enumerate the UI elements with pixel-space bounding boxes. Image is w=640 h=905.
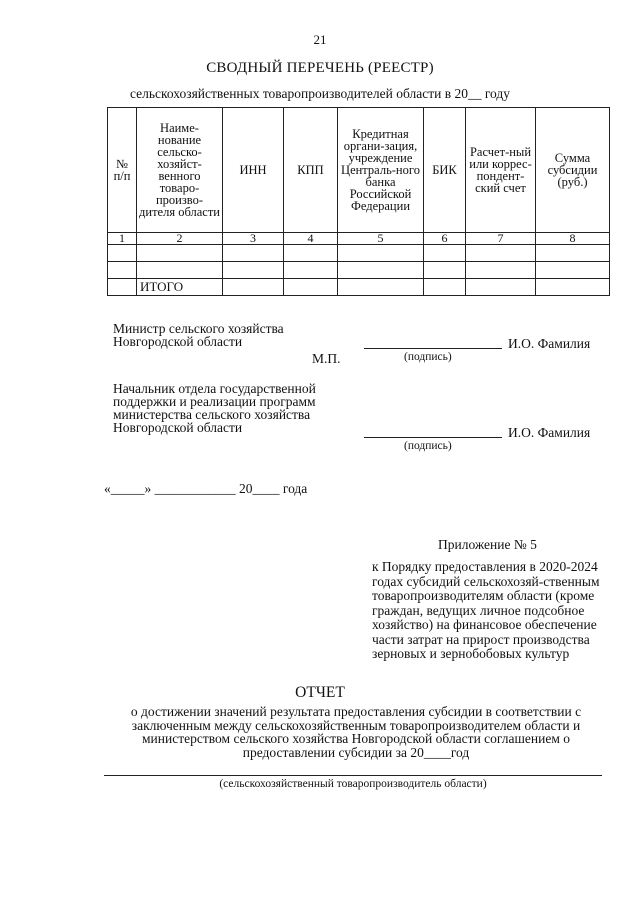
producer-line [104, 775, 602, 776]
total-label: ИТОГО [137, 279, 223, 296]
appendix-text: к Порядку предоставления в 2020-2024 годах субсидий сельскохозяй-ственным товаропроизводителям области (кроме граждан, ведущих личное подсобное хозяйство) на финансовое обеспечение части затрат на прирост производства зерновых и зернобобовых культур [372, 559, 600, 661]
col-header-bank: Кредитная органи-зация, учреждение Централь-ного банка Российской Федерации [338, 108, 424, 233]
head-name: И.О. Фамилия [508, 425, 591, 440]
page-number: 21 [313, 32, 327, 47]
date-line: «_____» ____________ 20____ года [104, 481, 308, 496]
total-row [108, 279, 610, 296]
registry-title: СВОДНЫЙ ПЕРЕЧЕНЬ (РЕЕСТР) [206, 60, 434, 76]
col-header-bik: БИК [424, 108, 466, 233]
report-title: ОТЧЕТ [295, 684, 345, 701]
col-header-account: Расчет-ный или коррес-пондент-ский счет [466, 108, 536, 233]
column-number: 4 [284, 233, 338, 245]
minister-signature-line [364, 348, 502, 349]
head-signature-caption: (подпись) [404, 440, 452, 452]
col-header-name: Наиме-нование сельско-хозяйст-венного товаро-произво-дителя области [137, 108, 223, 233]
col-header-inn: ИНН [223, 108, 284, 233]
column-number: 6 [424, 233, 466, 245]
head-signature-line [364, 437, 502, 438]
registry-subtitle: сельскохозяйственных товаропроизводителей области в 20__ году [129, 86, 511, 101]
minister-role: Министр сельского хозяйства Новгородской области [113, 321, 284, 349]
table-header-row [108, 108, 610, 233]
col-header-kpp: КПП [284, 108, 338, 233]
column-number: 2 [137, 233, 223, 245]
column-number: 7 [466, 233, 536, 245]
column-number-row [108, 233, 610, 245]
col-header-number: № п/п [108, 108, 137, 233]
col-header-sum: Сумма субсидии (руб.) [536, 108, 610, 233]
table-row [108, 245, 610, 262]
appendix-label: Приложение № 5 [438, 537, 537, 552]
table-row [108, 262, 610, 279]
stamp-place: М.П. [312, 351, 341, 366]
minister-signature-caption: (подпись) [404, 351, 452, 363]
registry-table [107, 107, 610, 296]
minister-name: И.О. Фамилия [508, 336, 591, 351]
producer-caption: (сельскохозяйственный товаропроизводитель области) [219, 778, 487, 790]
report-text: о достижении значений результата предоставления субсидии в соответствии с заключенным между сельскохозяйственным товаропроизводителем области и министерством сельского хозяйства Новгородской области соглашением о предоставлении субсидии за 20____год [130, 704, 582, 760]
head-role: Начальник отдела государственной поддержки и реализации программ министерства сельского хозяйства Новгородской области [113, 381, 316, 435]
column-number: 3 [223, 233, 284, 245]
column-number: 5 [338, 233, 424, 245]
column-number: 1 [108, 233, 137, 245]
column-number: 8 [536, 233, 610, 245]
